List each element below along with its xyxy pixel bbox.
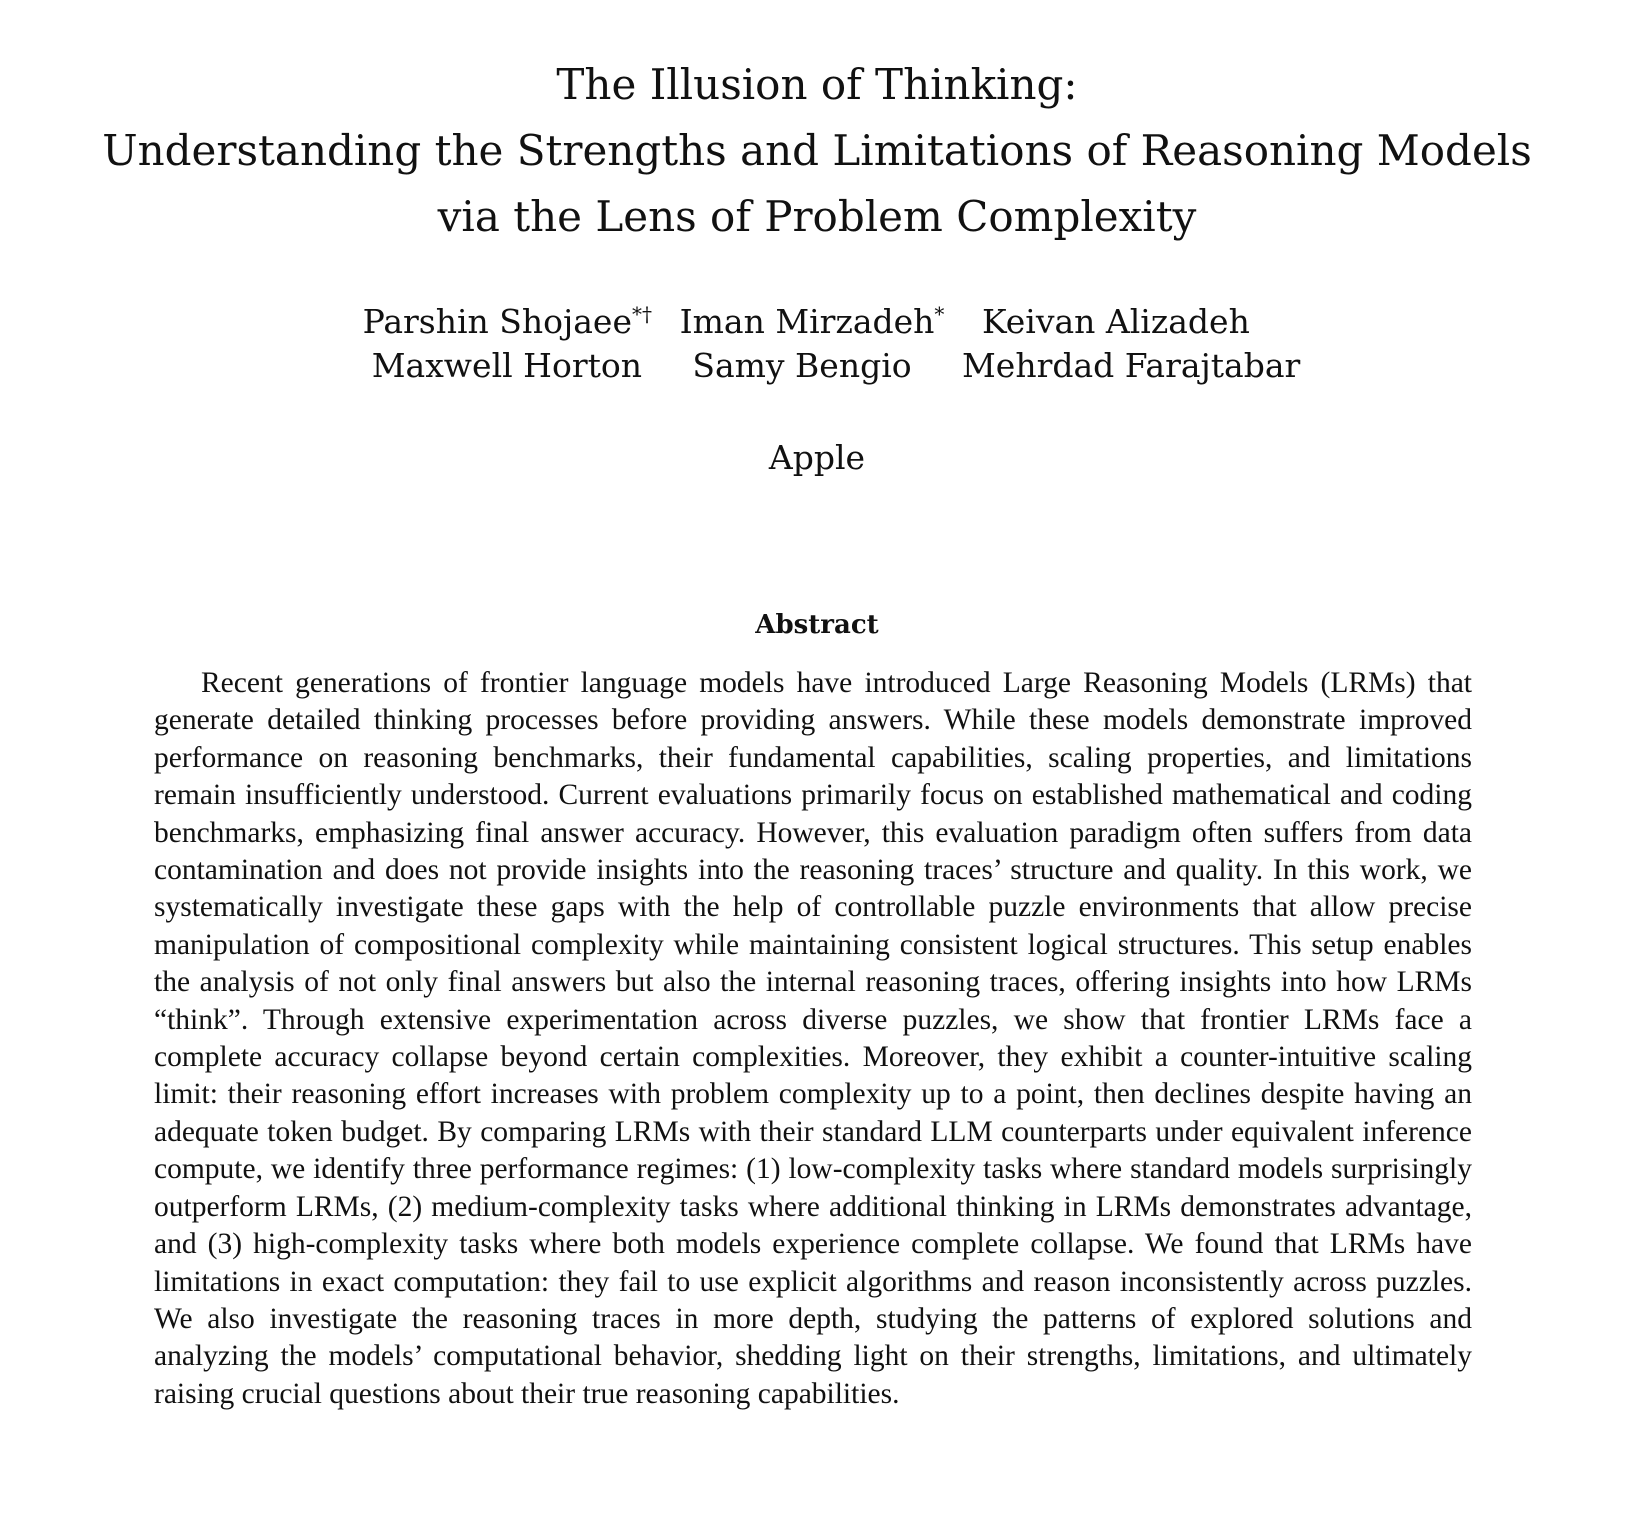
author xyxy=(652,300,972,344)
abstract-heading: Abstract xyxy=(755,610,879,640)
author xyxy=(972,300,1282,344)
affiliation: Apple xyxy=(768,438,866,477)
author-footnote-marks: * xyxy=(934,302,945,326)
author xyxy=(962,344,1301,388)
title-line-3: via the Lens of Problem Complexity xyxy=(437,192,1197,241)
author-name: Keivan Alizadeh xyxy=(982,302,1250,341)
title-line-2: Understanding the Strengths and Limitations of Reasoning Models xyxy=(102,126,1532,175)
author xyxy=(342,344,642,388)
author-name: Iman Mirzadeh xyxy=(679,302,935,341)
author-row-2 xyxy=(0,344,1634,388)
abstract-text: Recent generations of frontier language models have introduced Large Reasoning Models (LRMs) that generate detailed thinking processes before providing answers. While these models demonstrate improved performance on reasoning benchmarks, their fundamental capabilities, scaling properties, and limitations remain insufficiently understood. Current evaluations primarily focus on established mathematical and coding benchmarks, emphasizing final answer accuracy. However, this evaluation paradigm often suffers from data contamination and does not provide insights into the reasoning traces’ structure and quality. In this work, we systematically investigate these gaps with the help of controllable puzzle environments that allow precise manipulation of compositional complexity while maintaining consistent logical structures. This setup enables the analysis of not only final answers but also the internal reasoning traces, offering insights into how LRMs “think”. Through extensive experimentation across diverse puzzles, we show that frontier LRMs face a complete accuracy collapse beyond certain complexities. Moreover, they exhibit a counter-intuitive scaling limit: their reasoning effort increases with problem complexity up to a point, then declines despite having an adequate token budget. By comparing LRMs with their standard LLM counterparts under equivalent inference compute, we identify three performance regimes: (1) low-complexity tasks where standard models surprisingly outperform LRMs, (2) medium-complexity tasks where additional thinking in LRMs demonstrates advantage, and (3) high-complexity tasks where both models experience complete collapse. We found that LRMs have limitations in exact computation: they fail to use explicit algorithms and reason inconsistently across puzzles. We also investigate the reasoning traces in more depth, studying the patterns of explored solutions and analyzing the models’ computational behavior, shedding light on their strengths, limitations, and ultimately raising crucial questions about their true reasoning capabilities. xyxy=(154,667,1472,1410)
author xyxy=(642,344,962,388)
author-name: Parshin Shojaee xyxy=(362,302,632,341)
author-row-1 xyxy=(0,300,1634,344)
author-footnote-marks: *† xyxy=(632,302,652,326)
title-line-1: The Illusion of Thinking: xyxy=(556,60,1078,109)
author xyxy=(352,300,652,344)
author-name: Maxwell Horton xyxy=(371,346,642,385)
paper-title xyxy=(0,52,1634,250)
author-name: Mehrdad Farajtabar xyxy=(962,346,1301,385)
author-list xyxy=(0,300,1634,388)
author-name: Samy Bengio xyxy=(692,346,912,385)
